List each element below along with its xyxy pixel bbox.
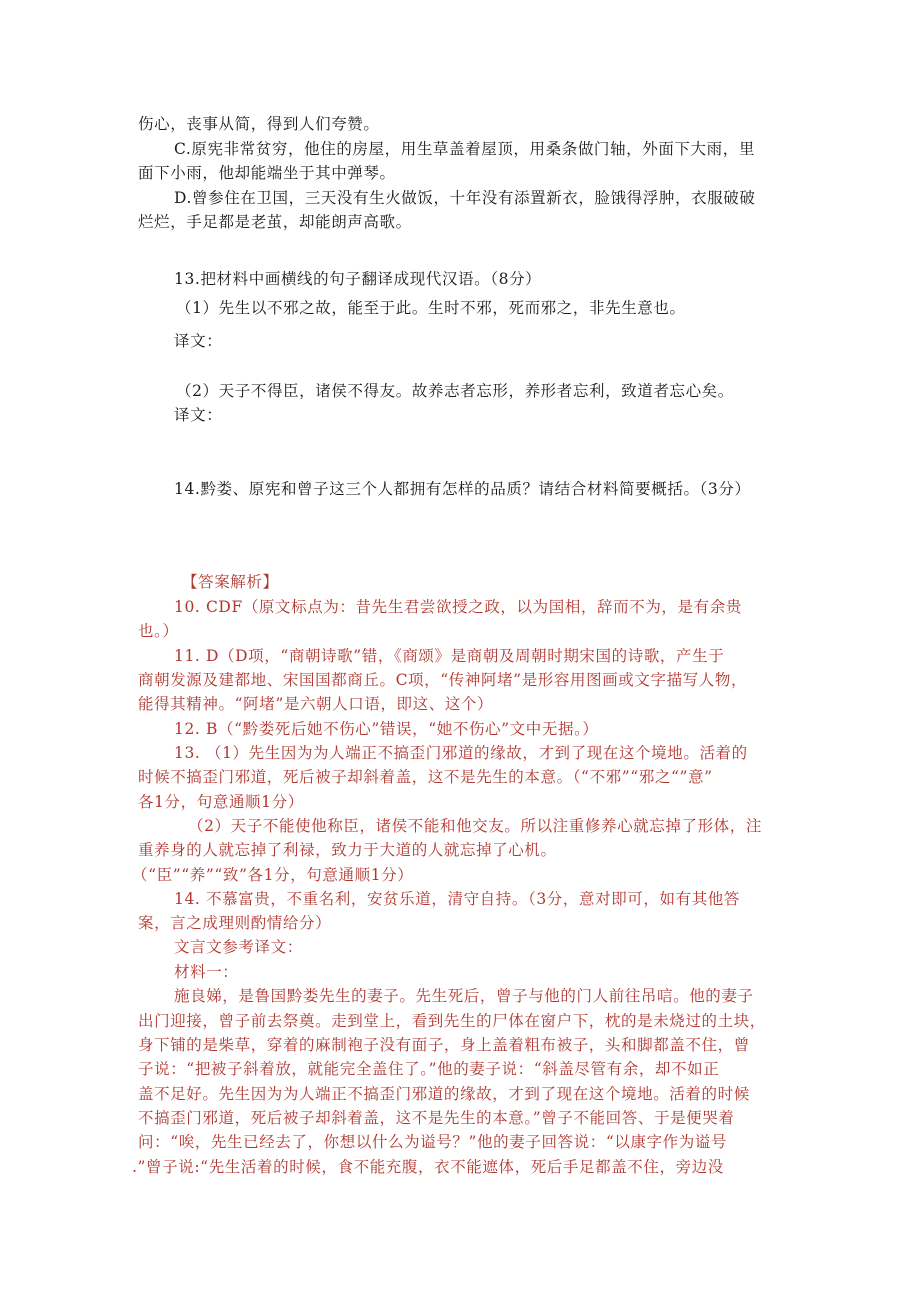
answer-13-line-4: （2）天子不能使他称臣，诸侯不能和他交友。所以注重修养心就忘掉了形体，注 xyxy=(188,817,762,835)
answer-12: 12. B（“黔娄死后她不伤心”错误，“她不伤心”文中无据。） xyxy=(174,720,599,738)
answer-header: 【答案解析】 xyxy=(182,573,279,591)
translation-line-8: .”曾子说:“先生活着的时候，食不能充腹，衣不能遮体，死后手足都盖不住，旁边没 xyxy=(132,1158,724,1176)
answer-10-line-2: 也。） xyxy=(138,622,179,640)
question-13: 13.把材料中画横线的句子翻译成现代汉语。（8分） xyxy=(174,270,542,288)
question-13-part-1: （1）先生以不邪之故，能至于此。生时不邪，死而邪之，非先生意也。 xyxy=(176,299,686,317)
answer-14-line-2: 案，言之成理则酌情给分） xyxy=(138,914,332,932)
answer-11-line-1: 11. D（D项，“商朝诗歌”错，《商颂》是商朝及周朝时期宋国的诗歌，产生于 xyxy=(174,647,725,665)
material-1-label: 材料一： xyxy=(174,963,239,981)
option-d-line-1: D.曾参住在卫国，三天没有生火做饭，十年没有添置新衣，脸饿得浮肿，衣服破破 xyxy=(174,189,756,207)
translation-line-7: 问：“唉，先生已经去了，你想以什么为谥号？”他的妻子回答说：“以康字作为谥号 xyxy=(138,1133,728,1151)
answer-13-line-5: 重养身的人就忘掉了利禄，致力于大道的人就忘掉了心机。 xyxy=(138,841,557,859)
answer-14-line-1: 14. 不慕富贵，不重名利，安贫乐道，清守自持。（3分，意对即可，如有其他答 xyxy=(174,890,740,908)
translation-line-6: 不搞歪门邪道，死后被子却斜着盖，这不是先生的本意。”曾子不能回答、于是便哭着 xyxy=(138,1109,735,1127)
question-12-continuation: 伤心，丧事从简，得到人们夸赞。 xyxy=(138,115,380,133)
question-13-part-2-translation-label: 译文： xyxy=(174,406,223,424)
answer-13-line-3: 各1分，句意通顺1分） xyxy=(138,793,304,811)
question-13-part-1-translation-label: 译文： xyxy=(174,332,223,350)
answer-10-line-1: 10. CDF（原文标点为：昔先生君尝欲授之政，以为国相，辞而不为，是有余贵 xyxy=(174,598,742,616)
answer-13-line-6: （“臣”“养”“致”各1分，句意通顺1分） xyxy=(132,866,414,884)
translation-line-2: 出门迎接，曾子前去祭奠。走到堂上，看到先生的尸体在窗户下，枕的是未烧过的土块， xyxy=(138,1012,766,1030)
option-c-line-1: C.原宪非常贫穷，他住的房屋，用生草盖着屋顶，用桑条做门轴，外面下大雨，里 xyxy=(174,140,755,158)
question-14: 14.黔娄、原宪和曾子这三个人都拥有怎样的品质？请结合材料简要概括。（3分） xyxy=(174,480,751,498)
option-c-line-2: 面下小雨，他却能端坐于其中弹琴。 xyxy=(138,164,396,182)
translation-title: 文言文参考译文： xyxy=(174,938,303,956)
answer-11-line-2: 商朝发源及建都地、宋国国都商丘。C项，“传神阿堵”是形容用图画或文字描写人物， xyxy=(138,671,748,689)
option-d-line-2: 烂烂，手足都是老茧，却能朗声高歌。 xyxy=(138,213,412,231)
answer-13-line-1: 13. （1）先生因为为人端正不搞歪门邪道的缘故，才到了现在这个境地。活着的 xyxy=(174,744,748,762)
answer-13-line-2: 时候不搞歪门邪道，死后被子却斜着盖，这不是先生的本意。（“不邪”“邪之“”意” xyxy=(138,768,713,786)
translation-line-5: 盖不足好。先生因为为人端正不搞歪门邪道的缘故，才到了现在这个境地。活着的时候 xyxy=(138,1085,750,1103)
question-13-part-2: （2）天子不得臣，诸侯不得友。故养志者忘形，养形者忘利，致道者忘心矣。 xyxy=(176,382,734,400)
translation-line-3: 身下铺的是柴草，穿着的麻制袍子没有面子，身上盖着粗布被子，头和脚都盖不住，曾 xyxy=(138,1036,750,1054)
translation-line-1: 施良娣，是鲁国黔娄先生的妻子。先生死后，曾子与他的门人前往吊唁。他的妻子 xyxy=(174,987,754,1005)
translation-line-4: 子说：“把被子斜着放，就能完全盖住了。”他的妻子说：“斜盖尽管有余，却不如正 xyxy=(138,1060,720,1078)
answer-11-line-3: 能得其精神。“阿堵”是六朝人口语，即这、这个） xyxy=(138,695,494,713)
